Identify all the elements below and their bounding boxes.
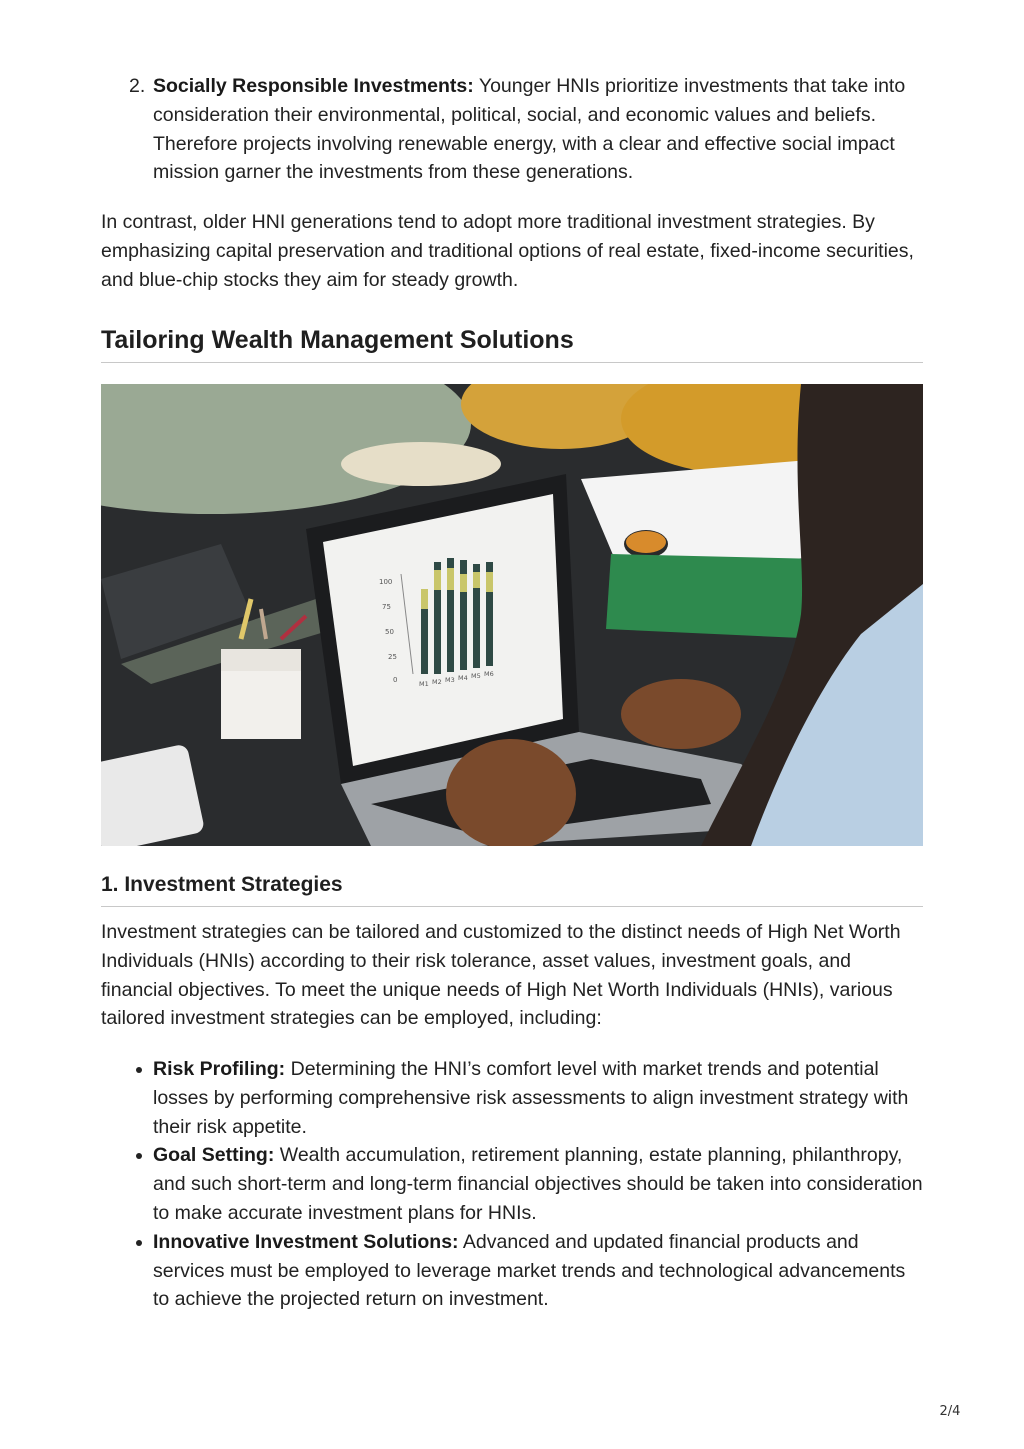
y-tick-100: 100 [379,578,393,586]
bullet-term: Innovative Investment Solutions: [153,1230,459,1253]
x-label-m1: M1 [419,680,429,688]
photo-illustration [101,384,923,846]
y-tick-75: 75 [382,603,391,611]
subsection-heading: 1. Investment Strategies [101,873,343,896]
bullet-dot-icon [136,1153,142,1159]
screen-bar-5-accent [473,572,480,588]
laptop-bar-chart-photo [101,384,923,846]
heading-divider [101,362,923,363]
screen-bar-3-accent [447,568,454,590]
list-item-term: Socially Responsible Investments: [153,75,474,97]
bullet-text: Wealth accumulation, retirement planning, estate planning, philanthropy, and such short-term and long-term financial objectives should be taken into consideration to make accurate investment plans for HNIs. [153,1144,923,1224]
screen-bar-1-accent [421,589,428,609]
screen-bar-2-accent [434,570,441,590]
strategy-bullet-list [101,1055,923,1314]
x-label-m6: M6 [484,670,494,678]
bullet-innovative-solutions [101,1228,923,1314]
x-label-m4: M4 [458,674,468,682]
bullet-term: Risk Profiling: [153,1058,286,1080]
y-tick-25: 25 [388,653,397,661]
paragraph-contrast: In contrast, older HNI generations tend to adopt more traditional investment strategies. By emphasizing capital preservation and traditional options of real estate, fixed-income securities, and blue-chip stocks they aim for steady growth. [101,211,914,291]
ordered-list [101,72,923,187]
bullet-text: Advanced and updated financial products and services must be employed to leverage market trends and technological advancements to achieve the projected return on investment. [153,1230,906,1311]
list-item-text: Younger HNIs prioritize investments that take into consideration their environmental, political, social, and economic values and beliefs. Therefore projects involving renewable energy, with a clear and effective social impact mission garner the investments from these generations. [153,75,906,184]
x-label-m5: M5 [471,672,481,680]
screen-bar-4-accent [460,574,467,592]
subheading-divider [101,906,923,907]
y-tick-50: 50 [385,628,394,636]
bullet-goal-setting [101,1141,923,1227]
screen-bar-6-accent [486,572,493,592]
bullet-term: Goal Setting: [153,1144,275,1167]
bullet-risk-profiling [101,1055,923,1141]
x-label-m3: M3 [445,676,455,684]
list-number: 2. [129,75,146,97]
list-item-socially-responsible [153,72,923,187]
bullet-text: Determining the HNI’s comfort level with market trends and potential losses by performing comprehensive risk assessments to align investment strategy with their risk appetite. [153,1058,909,1138]
paragraph-strategies: Investment strategies can be tailored and customized to the distinct needs of High Net Worth Individuals (HNIs) according to their risk tolerance, asset values, investment goals, and financial objectives. To meet the unique needs of High Net Worth Individuals (HNIs), various tailored investment strategies can be employed, including: [101,921,901,1030]
section-heading: Tailoring Wealth Management Solutions [101,326,574,354]
y-tick-0: 0 [393,676,398,684]
bullet-dot-icon [136,1240,142,1246]
bullet-dot-icon [136,1067,142,1073]
x-label-m2: M2 [432,678,442,686]
page-number: 2/4 [939,1404,961,1419]
